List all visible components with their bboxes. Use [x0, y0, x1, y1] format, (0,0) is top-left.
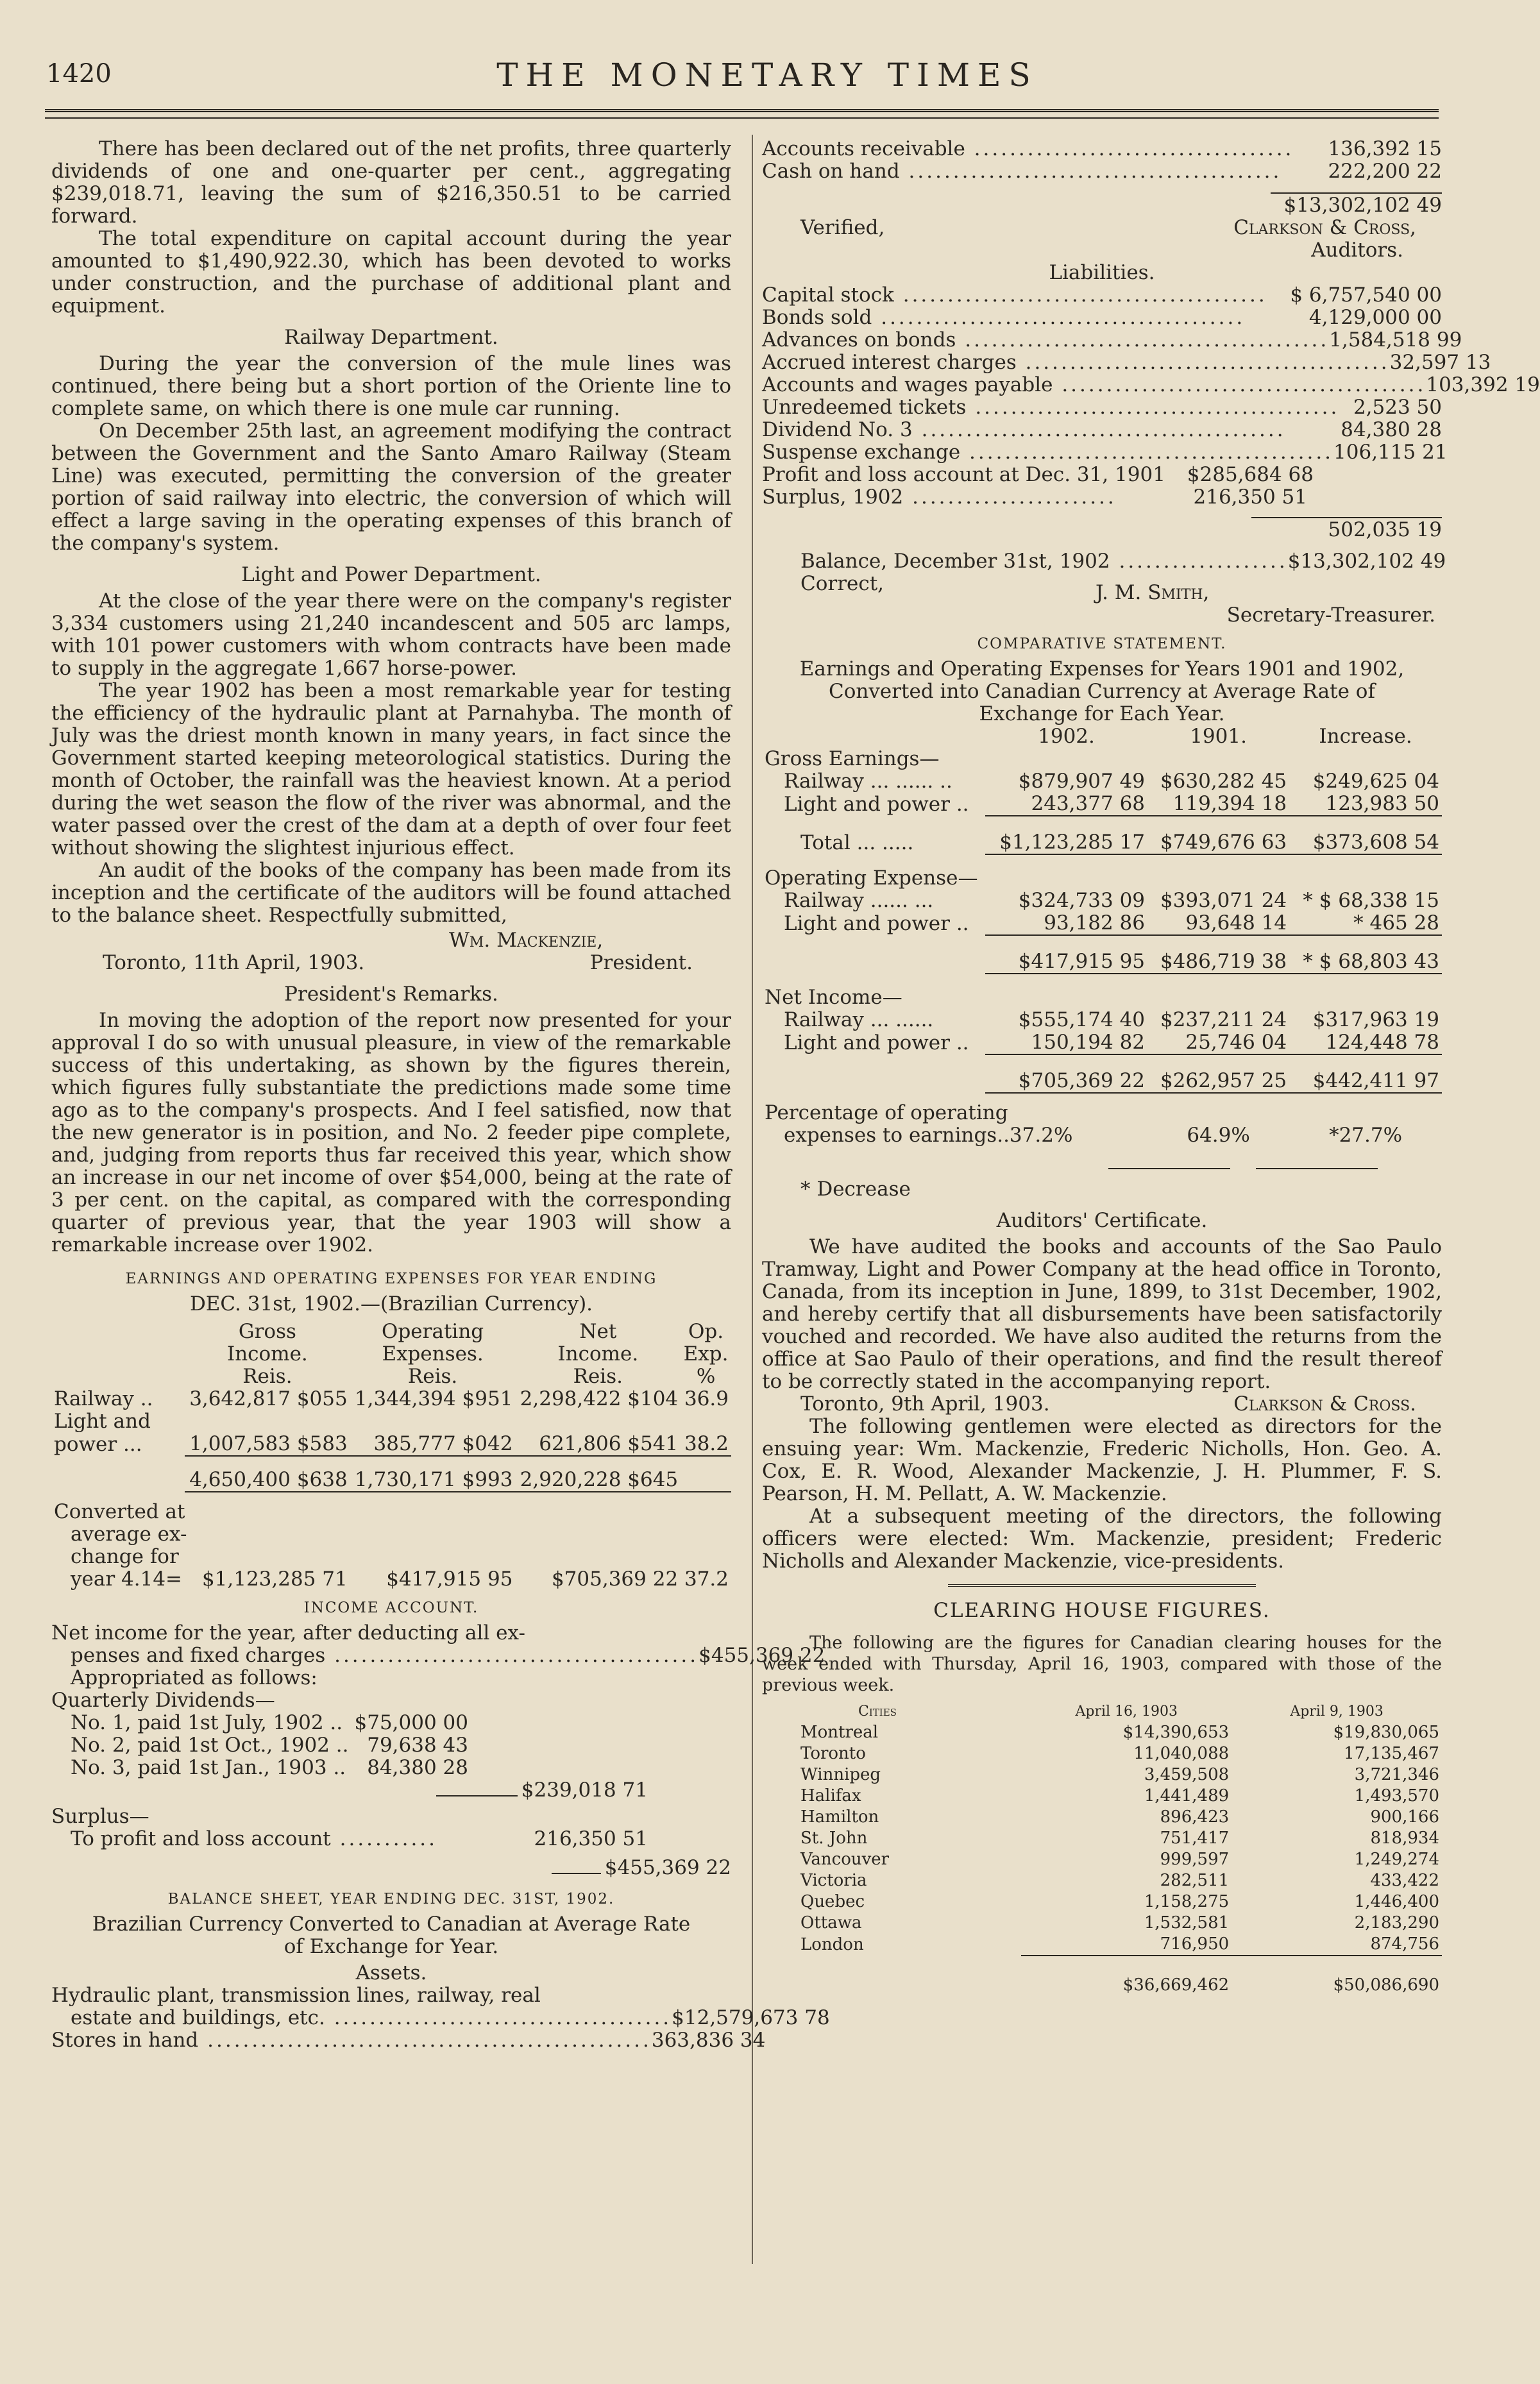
- cell-total: 2,920,228 $645: [515, 1456, 681, 1492]
- right-column: [762, 137, 1540, 1996]
- liability-label: Unredeemed tickets: [762, 396, 967, 419]
- income-label: penses and fixed charges: [71, 1644, 326, 1667]
- cell-value: 874,756: [1370, 1934, 1439, 1954]
- cell-value: $393,071 24: [1160, 889, 1287, 912]
- cell-value: 25,746 04: [1147, 1031, 1289, 1054]
- cell-total: $442,411 97: [1289, 1054, 1442, 1093]
- cell-value: 37.2: [684, 1568, 729, 1591]
- city-name: Toronto: [800, 1744, 866, 1763]
- assets-total: $13,302,102 49: [1271, 192, 1442, 217]
- appropriated-line: Appropriated as follows:: [71, 1666, 317, 1689]
- cell-value: 751,417: [1160, 1829, 1230, 1848]
- cell-value: 64.9%: [1187, 1124, 1250, 1147]
- cell-value: 1,344,394 $951: [354, 1387, 513, 1410]
- earnings-col-header: Expenses.: [382, 1342, 484, 1365]
- liability-label: Dividend No. 3: [762, 418, 913, 441]
- balance-label: Balance, December 31st, 1902: [800, 550, 1110, 573]
- cell-value: 123,983 50: [1289, 793, 1442, 816]
- grand-total: $455,369 22: [604, 1856, 731, 1879]
- city-name: Montreal: [800, 1723, 879, 1742]
- cell-value: 433,422: [1370, 1871, 1439, 1890]
- table-row: [762, 935, 1442, 974]
- earnings-col-header: Exp.: [683, 1342, 729, 1365]
- table-row: [762, 1934, 1442, 1956]
- cell-value: 38.2: [681, 1433, 731, 1456]
- income-amount: $455,369 22: [698, 1644, 825, 1667]
- cell-value: 1,441,489: [1144, 1786, 1230, 1805]
- table-row: [762, 1807, 1442, 1828]
- city-name: Victoria: [800, 1871, 867, 1890]
- auditor-signature: Clarkson & Cross.: [1233, 1392, 1416, 1416]
- president-signature: [51, 929, 731, 974]
- city-name: Vancouver: [800, 1850, 890, 1869]
- table-row: [762, 1743, 1442, 1764]
- dividends-paragraph: There has been declared out of the net profits, three quarterly dividends of one and one-quarter per cent., aggregating $239,018.71, leaving the sum of $216,350.51 to be carried forward.: [51, 137, 731, 228]
- asset-row: Accounts receivable .................................... 136,392 15: [762, 137, 1442, 160]
- capital-paragraph: The total expenditure on capital account during the year amounted to $1,490,922.30, which has been devoted to works under construction, and the purchase of additional plant and equipment.: [51, 227, 731, 317]
- cell-value: $555,174 40: [1018, 1008, 1146, 1031]
- cell-value: $705,369 22: [551, 1568, 679, 1591]
- asset-amount: 222,200 22: [1328, 160, 1442, 183]
- dividend-row: [71, 1734, 468, 1757]
- cell-value: $417,915 95: [386, 1568, 513, 1591]
- column-divider: [752, 135, 753, 2264]
- table-row: [762, 1849, 1442, 1870]
- table-row: [762, 1054, 1442, 1093]
- cell-value: * $ 68,338 15: [1303, 889, 1439, 912]
- masthead-title: THE MONETARY TIMES: [496, 56, 1038, 94]
- cell-total: $486,719 38: [1147, 935, 1289, 974]
- surplus-row: To profit and loss account ........... 216,350 51: [71, 1827, 648, 1850]
- pl-amount: 216,350 51: [1193, 486, 1307, 509]
- signature-role: President.: [589, 951, 693, 974]
- cell-total: $417,915 95: [985, 935, 1147, 974]
- dividends-total: $239,018 71: [521, 1779, 648, 1802]
- cell-value: 1,446,400: [1354, 1892, 1439, 1911]
- earnings-col-header: Income.: [557, 1342, 639, 1365]
- asset-row: Stores in hand .................................................. 363,836 34: [51, 2029, 766, 2052]
- clearing-col-header: April 16, 1903: [1075, 1703, 1178, 1720]
- cell-value: 896,423: [1160, 1807, 1230, 1827]
- row-label: expenses to earnings..37.2%: [784, 1124, 1073, 1147]
- mule-lines-paragraph: During the year the conversion of the mule lines was continued, there being but a short portion of the Oriente line to complete same, on which there is one mule car running.: [51, 352, 731, 420]
- cell-total: $705,369 22: [985, 1054, 1147, 1093]
- masthead-rule: [45, 109, 1439, 112]
- liability-row: Advances on bonds ......................................... 1,584,518 99: [762, 328, 1462, 351]
- city-name: St. John: [800, 1829, 868, 1848]
- city-name: Ottawa: [800, 1913, 862, 1932]
- cell-value: $324,733 09: [1018, 889, 1146, 912]
- table-row: [762, 1764, 1442, 1786]
- cell-value: 124,448 78: [1289, 1031, 1442, 1054]
- earnings-col-header: Reis.: [407, 1365, 458, 1388]
- liability-label: Advances on bonds: [762, 328, 956, 351]
- income-line: penses and fixed charges ......................................... $455,369 22: [71, 1644, 825, 1667]
- customers-paragraph: At the close of the year there were on the company's register 3,334 customers using 21,240 incandescent and 505 arc lamps, with 101 power customers with whom contracts have been made to supply in the aggregate 1,667 horse-power.: [51, 589, 731, 680]
- cell-total: $36,669,462: [1122, 1975, 1230, 1995]
- row-label: power ...: [54, 1433, 142, 1456]
- cell-value: 900,166: [1370, 1807, 1439, 1827]
- cell-total: 1,730,171 $993: [350, 1456, 516, 1492]
- verified-label: Verified,: [800, 216, 885, 239]
- row-label: Light and power ..: [784, 1031, 969, 1054]
- asset-label: Accounts receivable: [762, 137, 965, 160]
- earnings-col-header: Income.: [226, 1342, 308, 1365]
- dividend-label: No. 3, paid 1st Jan., 1903 ..: [71, 1756, 346, 1779]
- cell-value: 3,721,346: [1354, 1765, 1439, 1784]
- liability-row: Accounts and wages payable ......................................... 103,392 19: [762, 373, 1540, 396]
- dividend-amount: 79,638 43: [367, 1734, 468, 1757]
- asset-row: estate and buildings, etc. ...................................... $12,579,673 78: [71, 2006, 830, 2029]
- auditor-place: Toronto, 9th April, 1903.: [800, 1392, 1050, 1416]
- cell-value: 385,777 $042: [350, 1433, 516, 1456]
- secretary-role: Secretary-Treasurer.: [1226, 604, 1435, 627]
- cell-value: 1,493,570: [1354, 1786, 1439, 1805]
- table-row: [762, 770, 1442, 793]
- cell-total: $1,123,285 17: [985, 816, 1147, 854]
- earnings-col-header: Gross: [238, 1320, 296, 1343]
- pl-total: 502,035 19: [1251, 517, 1443, 541]
- comparative-col-header: 1901.: [1190, 725, 1247, 748]
- table-row: [762, 1891, 1442, 1913]
- liability-amount: 1,584,518 99: [1329, 328, 1462, 351]
- balance-row: Balance, December 31st, 1902 ................... $13,302,102 49: [800, 550, 1446, 573]
- income-heading: INCOME ACCOUNT.: [303, 1600, 479, 1616]
- cell-value: 243,377 68: [985, 793, 1147, 816]
- cell-value: 17,135,467: [1344, 1744, 1439, 1763]
- asset-amount: 136,392 15: [1328, 137, 1442, 160]
- table-row: [51, 1410, 731, 1433]
- table-row: [762, 1124, 1442, 1147]
- comparative-subheading: Exchange for Each Year.: [979, 702, 1225, 725]
- cell-total: $373,608 54: [1289, 816, 1442, 854]
- cell-value: $630,282 45: [1160, 770, 1287, 793]
- balance-sheet-heading: BALANCE SHEET, YEAR ENDING DEC. 31ST, 1902.: [167, 1891, 615, 1907]
- surplus-heading: Surplus—: [51, 1805, 149, 1828]
- hydraulic-paragraph: The year 1902 has been a most remarkable year for testing the efficiency of the hydraulic plant at Parnahyba. The month of July was the driest month known in many years, in fact since the Government started keeping meteorological statistics. During the month of October, the rainfall was the heaviest known. At a period during the wet season the flow of the river was abnormal, and the water passed over the crest of the dam at a depth of over four feet without showing the slightest injurious effect.: [51, 679, 731, 859]
- table-row: [762, 912, 1442, 935]
- earnings-col-header: Operating: [382, 1320, 484, 1343]
- table-row: [51, 1388, 731, 1410]
- row-label: Light and power ..: [784, 793, 969, 816]
- row-label: Railway ...... ...: [784, 889, 934, 912]
- cell-value: 1,007,583 $583: [185, 1433, 350, 1456]
- light-power-heading: Light and Power Department.: [241, 563, 541, 586]
- liability-row: Capital stock ......................................... $ 6,757,540 00: [762, 283, 1442, 307]
- dividend-label: No. 2, paid 1st Oct., 1902 ..: [71, 1734, 349, 1757]
- table-row: [51, 1568, 731, 1591]
- cell-value: $1,123,285 71: [201, 1568, 348, 1591]
- cell-value: 93,648 14: [1147, 912, 1289, 935]
- cell-value: 11,040,088: [1133, 1744, 1230, 1763]
- cell-value: 716,950: [1160, 1934, 1230, 1954]
- clearing-col-header: April 9, 1903: [1290, 1703, 1383, 1720]
- balance-amount: $13,302,102 49: [1287, 550, 1446, 573]
- earnings-col-header: %: [696, 1365, 716, 1388]
- dividend-amount: $75,000 00: [354, 1711, 468, 1734]
- comparative-col-header: 1902.: [1038, 725, 1095, 748]
- officers-paragraph: At a subsequent meeting of the directors, the following officers were elected: Wm. Mackenzie, president; Frederic Nicholls and Alexander Mackenzie, vice-presidents.: [762, 1505, 1442, 1573]
- liability-row: Suspense exchange ......................................... 106,115 21: [762, 441, 1448, 464]
- liability-label: Accrued interest charges: [762, 351, 1017, 374]
- cell-value: 1,158,275: [1144, 1892, 1230, 1911]
- signature-place: Toronto, 11th April, 1903.: [103, 951, 365, 974]
- liability-row: Unredeemed tickets ......................................... 2,523 50: [762, 396, 1442, 419]
- santo-amaro-paragraph: On December 25th last, an agreement modifying the contract between the Government and the Santo Amaro Railway (Steam Line) was executed, permitting the conversion of the greater portion of said railway into electric, the conversion of which will effect a large saving in the operating expenses of this branch of the company's system.: [51, 419, 731, 555]
- table-row: [762, 1975, 1442, 1996]
- table-row: [762, 1722, 1442, 1743]
- row-label: average ex-: [71, 1523, 187, 1546]
- section-rule: [948, 1584, 1256, 1587]
- directors-paragraph: The following gentlemen were elected as directors for the ensuing year: Wm. Mackenzie, Frederic Nicholls, Hon. Geo. A. Cox, E. R. Wood, Alexander Mackenzie, J. H. Plummer, F. S. Pearson, H. M. Pellatt, A. W. Mackenzie.: [762, 1415, 1442, 1505]
- table-row: [762, 1913, 1442, 1934]
- dividend-row: [71, 1712, 468, 1734]
- clearing-house-table: [762, 1701, 1442, 1996]
- table-row: [762, 890, 1442, 912]
- liability-label: Accounts and wages payable: [762, 373, 1053, 396]
- cell-value: 150,194 82: [985, 1031, 1147, 1054]
- secretary-name: J. M. Smith,: [1096, 581, 1210, 604]
- pl-label: Profit and loss account at Dec. 31, 1901: [762, 463, 1165, 486]
- auditors-certificate-paragraph: We have audited the books and accounts of the Sao Paulo Tramway, Light and Power Company at the head office in Toronto, Canada, from its inception in June, 1899, to 31st December, 1902, and hereby certify that all disbursements have been satisfactorily vouched and recorded. We have also audited the returns from the office at Sao Paulo of their operations, and find the result thereof to be correctly stated in the accompanying report.: [762, 1235, 1442, 1393]
- earnings-col-header: Reis.: [573, 1365, 623, 1388]
- earnings-heading: EARNINGS AND OPERATING EXPENSES FOR YEAR ENDING: [125, 1271, 657, 1287]
- comparative-table: [762, 725, 1442, 1147]
- balance-sheet-subheading: of Exchange for Year.: [283, 1935, 499, 1958]
- asset-label: Stores in hand: [51, 2029, 199, 2052]
- row-label: Railway ... ...... ..: [784, 770, 952, 793]
- section-label: Operating Expense—: [765, 867, 978, 890]
- section-label: Gross Earnings—: [765, 747, 940, 770]
- cell-value: 3,459,508: [1144, 1765, 1230, 1784]
- clearing-col-header: Cities: [858, 1703, 897, 1720]
- table-row: [762, 1031, 1442, 1054]
- row-label: change for: [71, 1545, 179, 1568]
- president-remarks-paragraph: In moving the adoption of the report now presented for your approval I do so with unusual pleasure, in view of the remarkable success of this undertaking, as shown by the figures therein, which figures fully substantiate the predictions made some time ago as to the company's prospects. And I feel satisfied, now that the new generator is in position, and No. 2 feeder pipe complete, and, judging from reports thus far received this year, which show an increase in our net income of over $54,000, being at the rate of 3 per cent. on the capital, as compared with the corresponding quarter of previous year, that the year 1903 will show a remarkable increase over 1902.: [51, 1009, 731, 1256]
- cell-value: 2,298,422 $104: [520, 1387, 679, 1410]
- table-row: [762, 1009, 1442, 1031]
- row-label: Railway ... ......: [784, 1008, 934, 1031]
- liability-label: Capital stock: [762, 283, 894, 307]
- earnings-col-header: Net: [579, 1320, 617, 1343]
- cell-value: $249,625 04: [1312, 770, 1439, 793]
- row-label: Total ... .....: [800, 831, 914, 854]
- city-name: Quebec: [800, 1892, 865, 1911]
- cell-value: $317,963 19: [1312, 1008, 1439, 1031]
- asset-row: Cash on hand .......................................... 222,200 22: [762, 160, 1442, 183]
- cell-total: $262,957 25: [1147, 1054, 1289, 1093]
- cell-total: $749,676 63: [1147, 816, 1289, 854]
- signature-name: Wm. Mackenzie,: [449, 929, 604, 952]
- cell-value: $19,830,065: [1333, 1723, 1439, 1742]
- liability-label: Bonds sold: [762, 306, 872, 329]
- pl-amount: $285,684 68: [1187, 463, 1314, 486]
- decrease-note: * Decrease: [800, 1178, 911, 1201]
- cell-value: 999,597: [1160, 1850, 1230, 1869]
- row-label: Light and power ..: [784, 912, 969, 935]
- surplus-label: To profit and loss account: [71, 1827, 331, 1850]
- dividend-amount: 84,380 28: [367, 1756, 468, 1779]
- city-name: Halifax: [800, 1786, 861, 1805]
- comparative-col-header: Increase.: [1319, 725, 1412, 748]
- cell-total: 4,650,400 $638: [185, 1456, 350, 1492]
- table-row: [762, 1828, 1442, 1849]
- masthead-rule-thin: [45, 117, 1439, 119]
- liability-amount: 103,392 19: [1426, 373, 1540, 396]
- row-label: Railway ..: [54, 1387, 153, 1410]
- cell-value: 93,182 86: [985, 912, 1147, 935]
- correct-label: Correct,: [800, 572, 884, 595]
- income-line: Net income for the year, after deducting all ex-: [51, 1621, 525, 1644]
- auditors-certificate-heading: Auditors' Certificate.: [996, 1209, 1208, 1232]
- city-name: Hamilton: [800, 1807, 879, 1827]
- city-name: London: [800, 1934, 864, 1954]
- cell-value: 1,249,274: [1354, 1850, 1439, 1869]
- liability-amount: $ 6,757,540 00: [1290, 283, 1442, 307]
- asset-label: estate and buildings, etc.: [71, 2006, 325, 2029]
- cell-value: 818,934: [1370, 1829, 1439, 1848]
- liability-amount: 84,380 28: [1341, 418, 1442, 441]
- dividend-row: [71, 1757, 468, 1779]
- table-row: [762, 1870, 1442, 1891]
- earnings-col-header: Reis.: [242, 1365, 292, 1388]
- comparative-subheading: Earnings and Operating Expenses for Years 1901 and 1902,: [799, 657, 1405, 681]
- balance-sheet-subheading: Brazilian Currency Converted to Canadian at Average Rate: [92, 1913, 691, 1936]
- row-label: year 4.14=: [71, 1568, 183, 1591]
- liability-row: Dividend No. 3 ......................................... 84,380 28: [762, 418, 1442, 441]
- cell-total: * $ 68,803 43: [1289, 935, 1442, 974]
- table-row: [51, 1433, 731, 1456]
- liability-row: Bonds sold ......................................... 4,129,000 00: [762, 306, 1442, 329]
- liabilities-list: [762, 283, 1540, 464]
- earnings-col-header: Op.: [688, 1320, 724, 1343]
- table-row: [762, 1786, 1442, 1807]
- cell-value: 621,806 $541: [515, 1433, 681, 1456]
- president-remarks-heading: President's Remarks.: [284, 983, 498, 1006]
- liability-label: Suspense exchange: [762, 441, 961, 464]
- asset-amount: $12,579,673 78: [672, 2006, 830, 2029]
- cell-value: *27.7%: [1329, 1124, 1403, 1147]
- railway-heading: Railway Department.: [284, 326, 498, 349]
- asset-amount: 363,836 34: [651, 2029, 766, 2052]
- liability-amount: 106,115 21: [1333, 441, 1448, 464]
- cell-value: 1,532,581: [1144, 1913, 1230, 1932]
- earnings-table: [51, 1321, 731, 1591]
- cell-value: $14,390,653: [1122, 1723, 1230, 1742]
- liability-amount: 2,523 50: [1353, 396, 1442, 419]
- earnings-subheading: DEC. 31st, 1902.—(Brazilian Currency).: [189, 1292, 593, 1315]
- cell-total: $50,086,690: [1333, 1975, 1439, 1995]
- surplus-amount: 216,350 51: [534, 1827, 648, 1850]
- page-number: 1420: [46, 59, 112, 89]
- assets-heading: Assets.: [355, 1961, 427, 1984]
- row-label: Light and: [54, 1410, 151, 1433]
- quarterly-heading: Quarterly Dividends—: [51, 1689, 275, 1712]
- cell-value: 119,394 18: [1147, 793, 1289, 816]
- row-label: Converted at: [54, 1500, 185, 1523]
- cell-value: $879,907 49: [1018, 770, 1146, 793]
- comparative-heading: COMPARATIVE STATEMENT.: [977, 636, 1227, 652]
- clearing-house-heading: CLEARING HOUSE FIGURES.: [933, 1599, 1271, 1622]
- auditor-role: Auditors.: [1311, 239, 1403, 262]
- row-label: Percentage of operating: [765, 1101, 1008, 1124]
- city-name: Winnipeg: [800, 1765, 881, 1784]
- auditor-name: Clarkson & Cross,: [1233, 216, 1416, 239]
- asset-label: Cash on hand: [762, 160, 900, 183]
- pl-label: Surplus, 1902: [762, 486, 904, 509]
- table-row: [762, 793, 1442, 816]
- pl-row: [762, 464, 1314, 486]
- cell-value: 282,511: [1160, 1871, 1230, 1890]
- cell-value: 2,183,290: [1354, 1913, 1439, 1932]
- table-row: [762, 816, 1442, 854]
- cell-value: $237,211 24: [1160, 1008, 1287, 1031]
- table-row: [51, 1456, 731, 1492]
- asset-line: Hydraulic plant, transmission lines, railway, real: [51, 1984, 541, 2007]
- pl-row: Surplus, 1902 ....................... 216,350 51: [762, 486, 1307, 509]
- clearing-house-intro: The following are the figures for Canadian clearing houses for the week ended with Thursday, April 16, 1903, compared with those of the previous week.: [762, 1633, 1442, 1695]
- dividend-label: No. 1, paid 1st July, 1902 ..: [71, 1711, 343, 1734]
- liability-amount: 32,597 13: [1389, 351, 1491, 374]
- cell-value: 3,642,817 $055: [189, 1387, 348, 1410]
- audit-paragraph: An audit of the books of the company has been made from its inception and the certificate of the auditors will be found attached to the balance sheet. Respectfully submitted,: [51, 859, 731, 927]
- cell-value: 36.9: [684, 1387, 729, 1410]
- section-label: Net Income—: [765, 986, 902, 1009]
- cell-value: * 465 28: [1289, 912, 1442, 935]
- liability-amount: 4,129,000 00: [1308, 306, 1442, 329]
- liabilities-heading: Liabilities.: [1049, 261, 1155, 284]
- comparative-subheading: Converted into Canadian Currency at Average Rate of: [829, 680, 1375, 703]
- liability-row: Accrued interest charges ......................................... 32,597 13: [762, 351, 1491, 374]
